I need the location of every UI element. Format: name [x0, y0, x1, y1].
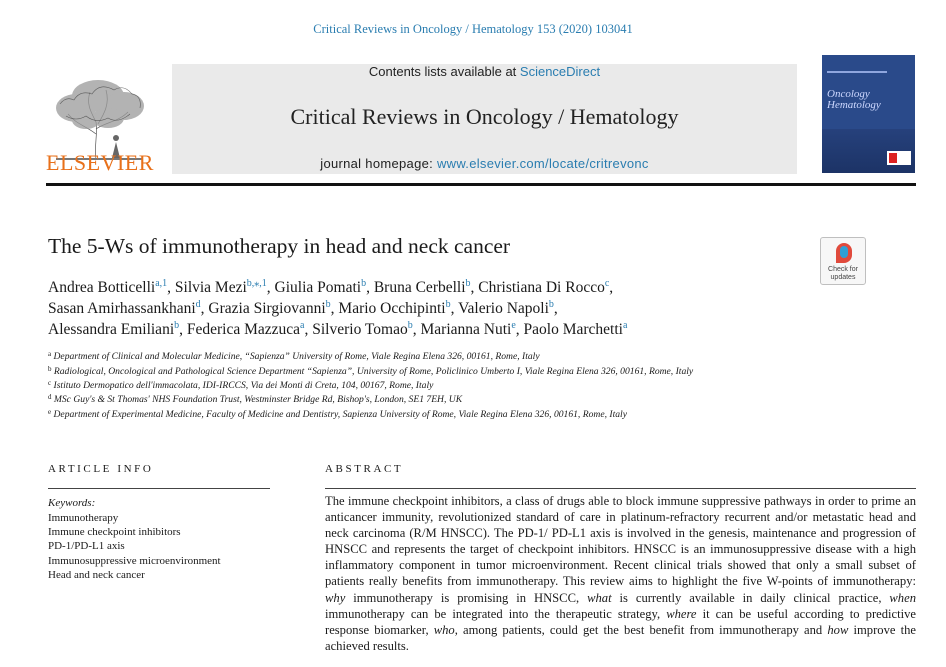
article-title: The 5-Ws of immunotherapy in head and neck cancer [48, 234, 511, 258]
keyword: Immunotherapy [48, 512, 119, 524]
crossmark-icon-inner [840, 246, 848, 258]
author-separator: , [412, 321, 421, 338]
author-line [48, 321, 627, 339]
cover-title [827, 89, 881, 111]
affiliation [48, 409, 627, 420]
author-separator: , [266, 279, 275, 296]
abstract-segment: The immune checkpoint inhibitors, a class of drugs able to block immune suppressive pathways in order to prime an anticancer immunity, revolutionized standard of care in platinum-refractory recurrent and/or metastatic head and neck carcinoma (R/M HNSCC). The PD-1/ PD-L1 axis is involved in the genesis, maintenance and progression of HNSCC and represents the target of checkpoint inhibitors. HNSCC is an immunosuppressive disease with a high inflammatory component in tumor microenvironment. Recent clinical trials showed that only a small subset of patients really benefits from immunotherapy. This review aims to highlight the five W-points of immunotherapy: [325, 494, 916, 589]
author-separator: , [304, 321, 313, 338]
abstract-segment: it can be useful according to predictive response biomarker, [325, 606, 916, 637]
author-affiliation-marker[interactable]: b [361, 278, 367, 289]
author-separator: , [609, 279, 614, 296]
abstract-emphasis: when [889, 590, 916, 605]
abstract-emphasis: why [325, 590, 346, 605]
author-name[interactable]: Mario Occhipinti [338, 300, 446, 317]
author-separator: , [470, 279, 479, 296]
author-separator: , [366, 279, 374, 296]
author-affiliation-marker[interactable]: a,1 [155, 278, 168, 289]
affiliation-marker: a [48, 350, 52, 358]
contents-available-line [172, 64, 797, 79]
author-separator: , [553, 300, 558, 317]
affiliation-text: Department of Experimental Medicine, Faculty of Medicine and Dentistry, Sapienza University of Rome, Viale Regina Elena 326, 00161, Rome, Italy [51, 409, 627, 420]
affiliation-text: Department of Clinical and Molecular Medicine, “Sapienza” University of Rome, Viale Regina Elena 326, 00161, Rome, Italy [51, 351, 540, 362]
author-name[interactable]: Grazia Sirgiovanni [208, 300, 326, 317]
keyword: Immunosuppressive microenvironment [48, 555, 221, 567]
abstract-heading: ABSTRACT [325, 463, 404, 475]
cover-rule [827, 71, 887, 73]
author-affiliation-marker[interactable]: b,⁎,1 [246, 278, 267, 289]
elsevier-wordmark: ELSEVIER [46, 150, 154, 175]
journal-title: Critical Reviews in Oncology / Hematology [290, 104, 679, 129]
homepage-prefix: journal homepage: [320, 156, 437, 171]
affiliation-marker: b [48, 365, 52, 373]
abstract-emphasis: how [827, 622, 849, 637]
journal-homepage-line [172, 156, 797, 171]
author-name[interactable]: Silverio Tomao [312, 321, 408, 338]
author-affiliation-marker[interactable]: b [325, 299, 331, 310]
journal-cover-image[interactable] [822, 55, 915, 173]
author-separator: , [515, 321, 524, 338]
cover-publisher-badge [887, 151, 911, 165]
author-affiliation-marker[interactable]: b [465, 278, 471, 289]
affiliation [48, 380, 433, 391]
author-name[interactable]: Valerio Napoli [458, 300, 549, 317]
contents-prefix: Contents lists available at [368, 64, 520, 79]
abstract-text [325, 493, 916, 654]
author-affiliation-marker[interactable]: a [622, 320, 628, 331]
affiliation [48, 351, 540, 362]
affiliation-text: Radiological, Oncological and Pathological Science Department “Sapienza”, University of Rome, Policlinico Umberto I, Viale Regina Elena 326, 00161, Rome, Italy [51, 366, 694, 377]
author-affiliation-marker[interactable]: e [511, 320, 516, 331]
author-separator: , [450, 300, 459, 317]
abstract-rule [325, 488, 916, 489]
author-affiliation-marker[interactable]: b [548, 299, 554, 310]
author-name[interactable]: Federica Mazzuca [186, 321, 301, 338]
author-affiliation-marker[interactable]: b [174, 320, 180, 331]
author-name[interactable]: Giulia Pomati [274, 279, 362, 296]
article-info-rule [48, 488, 270, 489]
affiliation-marker: c [48, 379, 52, 387]
keyword: Head and neck cancer [48, 569, 145, 581]
affiliation-marker: d [48, 393, 52, 401]
affiliation [48, 394, 462, 405]
check-for-updates-label: Check for updates [828, 266, 858, 281]
affiliation [48, 366, 693, 377]
abstract-emphasis: who [433, 622, 455, 637]
keyword: Immune checkpoint inhibitors [48, 526, 181, 538]
author-name[interactable]: Christiana Di Rocco [478, 279, 605, 296]
author-name[interactable]: Bruna Cerbelli [373, 279, 466, 296]
author-name[interactable]: Silvia Mezi [174, 279, 247, 296]
abstract-segment: is currently available in daily clinical practice, [611, 590, 890, 605]
affiliation-text: MSc Guy's & St Thomas' NHS Foundation Trust, Westminster Bridge Rd, Bishop's, London, SE1 7EH, UK [51, 394, 463, 405]
author-affiliation-marker[interactable]: a [300, 320, 305, 331]
author-affiliation-marker[interactable]: b [445, 299, 451, 310]
cover-title-line-2: Hematology [827, 99, 881, 111]
abstract-segment: improve the achieved results. [325, 622, 916, 653]
header-rule [46, 183, 916, 186]
author-separator: , [200, 300, 209, 317]
affiliation-text: Istituto Dermopatico dell'immacolata, IDI-IRCCS, Via dei Monti di Creta, 104, 00167, Rome, Italy [51, 380, 434, 391]
author-name[interactable]: Marianna Nuti [420, 321, 512, 338]
author-line [48, 300, 558, 318]
abstract-emphasis: where [666, 606, 697, 621]
abstract-segment: immunotherapy is promising in HNSCC, [345, 590, 588, 605]
cover-title-line-1: Oncology [827, 88, 870, 100]
author-separator: , [179, 321, 187, 338]
author-name[interactable]: Andrea Botticelli [48, 279, 156, 296]
article-info-heading: ARTICLE INFO [48, 463, 154, 475]
abstract-emphasis: what [587, 590, 612, 605]
author-affiliation-marker[interactable]: c [604, 278, 610, 289]
author-affiliation-marker[interactable]: b [407, 320, 413, 331]
sciencedirect-link[interactable]: ScienceDirect [519, 64, 601, 79]
keyword: PD-1/PD-L1 axis [48, 540, 125, 552]
homepage-link[interactable]: www.elsevier.com/locate/critrevonc [436, 156, 649, 171]
author-name[interactable]: Alessandra Emiliani [48, 321, 175, 338]
check-for-updates-button[interactable] [820, 237, 866, 285]
author-separator: , [330, 300, 339, 317]
author-line [48, 279, 613, 297]
author-separator: , [167, 279, 175, 296]
keywords-label: Keywords: [48, 497, 96, 509]
affiliation-marker: e [48, 408, 52, 416]
author-affiliation-marker[interactable]: d [195, 299, 201, 310]
author-name[interactable]: Sasan Amirhassankhani [48, 300, 196, 317]
journal-citation[interactable]: Critical Reviews in Oncology / Hematology 153 (2020) 103041 [313, 22, 633, 36]
author-name[interactable]: Paolo Marchetti [523, 321, 623, 338]
abstract-segment: immunotherapy can be integrated into the therapeutic strategy, [325, 606, 667, 621]
abstract-segment: , among patients, could get the best benefit from immunotherapy and [454, 622, 828, 637]
